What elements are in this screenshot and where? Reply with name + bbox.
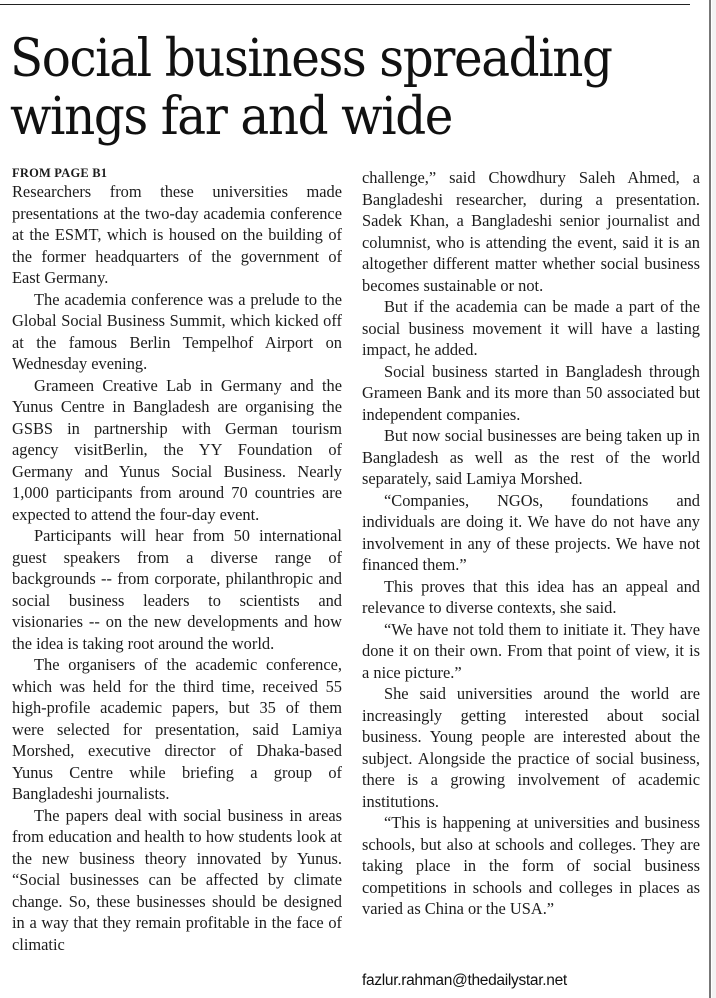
page-edge: [712, 0, 716, 998]
paragraph: “We have not told them to initiate it. They have done it on their own. From that point of view, it is a nice picture.”: [362, 619, 700, 682]
paragraph: The papers deal with social business in areas from education and health to how students look at the new business theory innovated by Yunus. “Social businesses can be affected by climate change. So, these businesses should be designed in a way that they remain profitable in the face of climatic: [12, 805, 342, 954]
paragraph: The organisers of the academic conference, which was held for the third time, received 55 high-profile academic papers, but 35 of them were selected for presentation, said Lamiya Morshed, executive director of Dhaka-based Yunus Centre while briefing a group of Bangladeshi journalists.: [12, 655, 342, 803]
paragraph: This proves that this idea has an appeal and relevance to diverse contexts, she said.: [362, 576, 700, 617]
article-headline: Social business spreading wings far and wide: [10, 29, 612, 147]
paragraph: But if the academia can be made a part of the social business movement it will have a lasting impact, he added.: [362, 297, 700, 359]
paragraph: Social business started in Bangladesh through Grameen Bank and its more than 50 associated but independent companies.: [362, 361, 700, 424]
paragraph: Researchers from these universities made presentations at the two-day academia conference at the ESMT, which is housed on the building of the former headquarters of the government of East Germany.: [12, 182, 342, 287]
paragraph: Grameen Creative Lab in Germany and the Yunus Centre in Bangladesh are organising the GSBS in partnership with German tourism agency visitBerlin, the YY Foundation of Germany and Yunus Social Business. Nearly 1,000 participants from around 70 countries are expected to attend the four-day event.: [12, 375, 342, 524]
article-column-left: [12, 167, 342, 955]
paragraph: The academia conference was a prelude to the Global Social Business Summit, which kicked off at the famous Berlin Tempelhof Airport on Wednesday evening.: [12, 289, 342, 373]
paragraph: “Companies, NGOs, foundations and individuals are doing it. We have do not have any involvement in any of these projects. We have not financed them.”: [362, 490, 700, 574]
paragraph: Participants will hear from 50 international guest speakers from a diverse range of backgrounds -- from corporate, philanthropic and social business leaders to scientists and visionaries -- on the new developments and how the idea is taking root around the world.: [12, 526, 342, 653]
paragraph: She said universities around the world are increasingly getting interested about social business. Young people are interested about the subject. Alongside the practice of social business, there is a growing involvement of academic institutions.: [362, 684, 700, 811]
paragraph: But now social businesses are being taken up in Bangladesh as well as the rest of the world separately, said Lamiya Morshed.: [362, 426, 700, 488]
top-rule-divider: [0, 4, 690, 5]
paragraph: “This is happening at universities and business schools, but also at schools and colleges. They are taking place in the form of social business competitions in schools and colleges in places as varied as China or the USA.”: [362, 813, 700, 918]
paragraph: challenge,” said Chowdhury Saleh Ahmed, a Bangladeshi researcher, during a presentation. Sadek Khan, a Bangladeshi senior journalist and columnist, who is attending the event, said it is an altogether different matter whether social business becomes sustainable or not.: [362, 168, 700, 295]
page-right-border: [709, 0, 711, 998]
continuation-kicker: FROM PAGE B1: [12, 166, 108, 180]
author-email-byline: fazlur.rahman@thedailystar.net: [362, 972, 567, 989]
article-column-right: [362, 167, 700, 920]
